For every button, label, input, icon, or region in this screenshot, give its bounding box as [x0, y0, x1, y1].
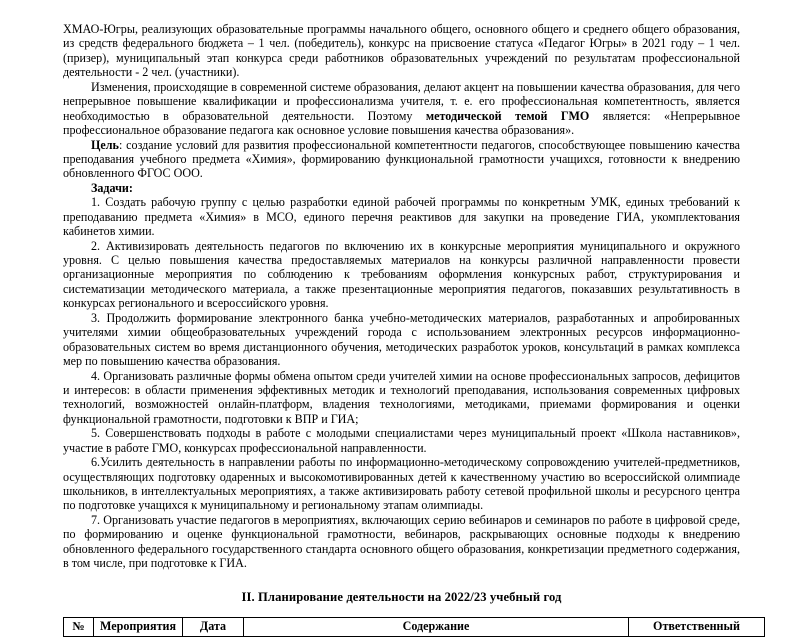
paragraph-task-6: 6.Усилить деятельность в направлении работы по информационно-методическому сопровождению учителей-предметников, осуществляющих подготовку одаренных и высокомотивированных детей к качественному участию во всероссийской олимпиаде школьников, в интеллектуальных мероприятиях, а также активизировать работу сетевой профильной школы и ресурсного центра по подготовке учащихся к муниципальному и региональному этапам олимпиады. [63, 455, 740, 513]
paragraph-goal [63, 138, 740, 181]
planning-table [63, 617, 765, 637]
table-header-events: Мероприятия [94, 617, 183, 636]
paragraph-task-4: 4. Организовать различные формы обмена опытом среди учителей химии на основе профессиональных запросов, дефицитов и интересов: в области применения эффективных методик и технологий преподавания, использования современных цифровых технологий, возможностей онлайн-платформ, владения технологиями, методиками, приемами формирования и оценки функциональной грамотности, подготовки к ВПР и ГИА; [63, 368, 740, 426]
table-header-content: Содержание [244, 617, 629, 636]
paragraph-goal-text: Цель: создание условий для развития профессиональной компетентности педагогов, способствующее повышению качества преподавания учебного предмета «Химия», формированию функциональной грамотности учащихся, готовности к внедрению обновленного ФГОС ООО. [63, 137, 740, 181]
tasks-heading-label: Задачи: [91, 180, 133, 195]
table-header-date: Дата [183, 617, 244, 636]
table-header-number: № [64, 617, 94, 636]
table-header-row [64, 617, 765, 636]
paragraph-task-5: 5. Совершенствовать подходы в работе с молодыми специалистами через муниципальный проект «Школа наставников», участие в работе ГМО, конкурсах профессиональной направленности. [63, 426, 740, 455]
paragraph-changes [63, 80, 740, 138]
paragraph-tasks-heading [63, 181, 740, 195]
paragraph-task-3: 3. Продолжить формирование электронного банка учебно-методических материалов, разработанных и апробированных учителями химии общеобразовательных учреждений города с использованием электронных ресурсов информационно-образовательных систем во время дистанционного обучения, методических разработок уроков, консультаций в рамках комплекса мер по повышению качества образования. [63, 310, 740, 369]
paragraph-task-1: 1. Создать рабочую группу с целью разработки единой рабочей программы по конкретным УМК, единых требований к преподаванию предмета «Химия» в МСО, единого перечня реактивов для закупки на проведение ГИА, укомплектования кабинетов химии. [63, 195, 740, 239]
table-header-responsible: Ответственный [629, 617, 765, 636]
paragraph-changes-text: Изменения, происходящие в современной системе образования, делают акцент на повышении качества образования, для чего непрерывное повышение квалификации и профессионализма учителя, т. е. его профессиональная компетентность, является необходимостью в образовательной деятельности. Поэтому методической темой ГМО является: «Непрерывное профессиональное образование педагога как основное условие повышения качества образования». [63, 79, 740, 138]
paragraph-task-7: 7. Организовать участие педагогов в мероприятиях, включающих серию вебинаров и семинаров по работе в цифровой среде, по формированию и оценке функциональной грамотности, вебинаров, раскрывающих основные подходы к внедрению обновленного федерального государственного стандарта основного общего образования, конкретизации предметного содержания, в том числе, при подготовке к ГИА. [63, 512, 740, 571]
paragraph-task-2: 2. Активизировать деятельность педагогов по включению их в конкурсные мероприятия муниципального и окружного уровня. С целью повышения качества предоставляемых материалов на конкурсы различной направленности провести организационные мероприятия по соблюдению к требованиям оформления конкурсных работ, структурирования и систематизации методического материала, а также презентационные мероприятия педагогов, показавших результативность в конкурсах регионального и всероссийского уровня. [63, 238, 740, 311]
paragraph-intro-continued: ХМАО-Югры, реализующих образовательные программы начального общего, основного общего и среднего общего образования, из средств федерального бюджета – 1 чел. (победитель), конкурс на присвоение статуса «Педагог Югры» в 2021 году – 1 чел. (призер), муниципальный этап конкурса среди работников образовательных учреждений по результатам профессиональной деятельности - 2 чел. (участники). [63, 22, 740, 80]
section-heading-planning: II. Планирование деятельности на 2022/23 учебный год [241, 589, 562, 604]
